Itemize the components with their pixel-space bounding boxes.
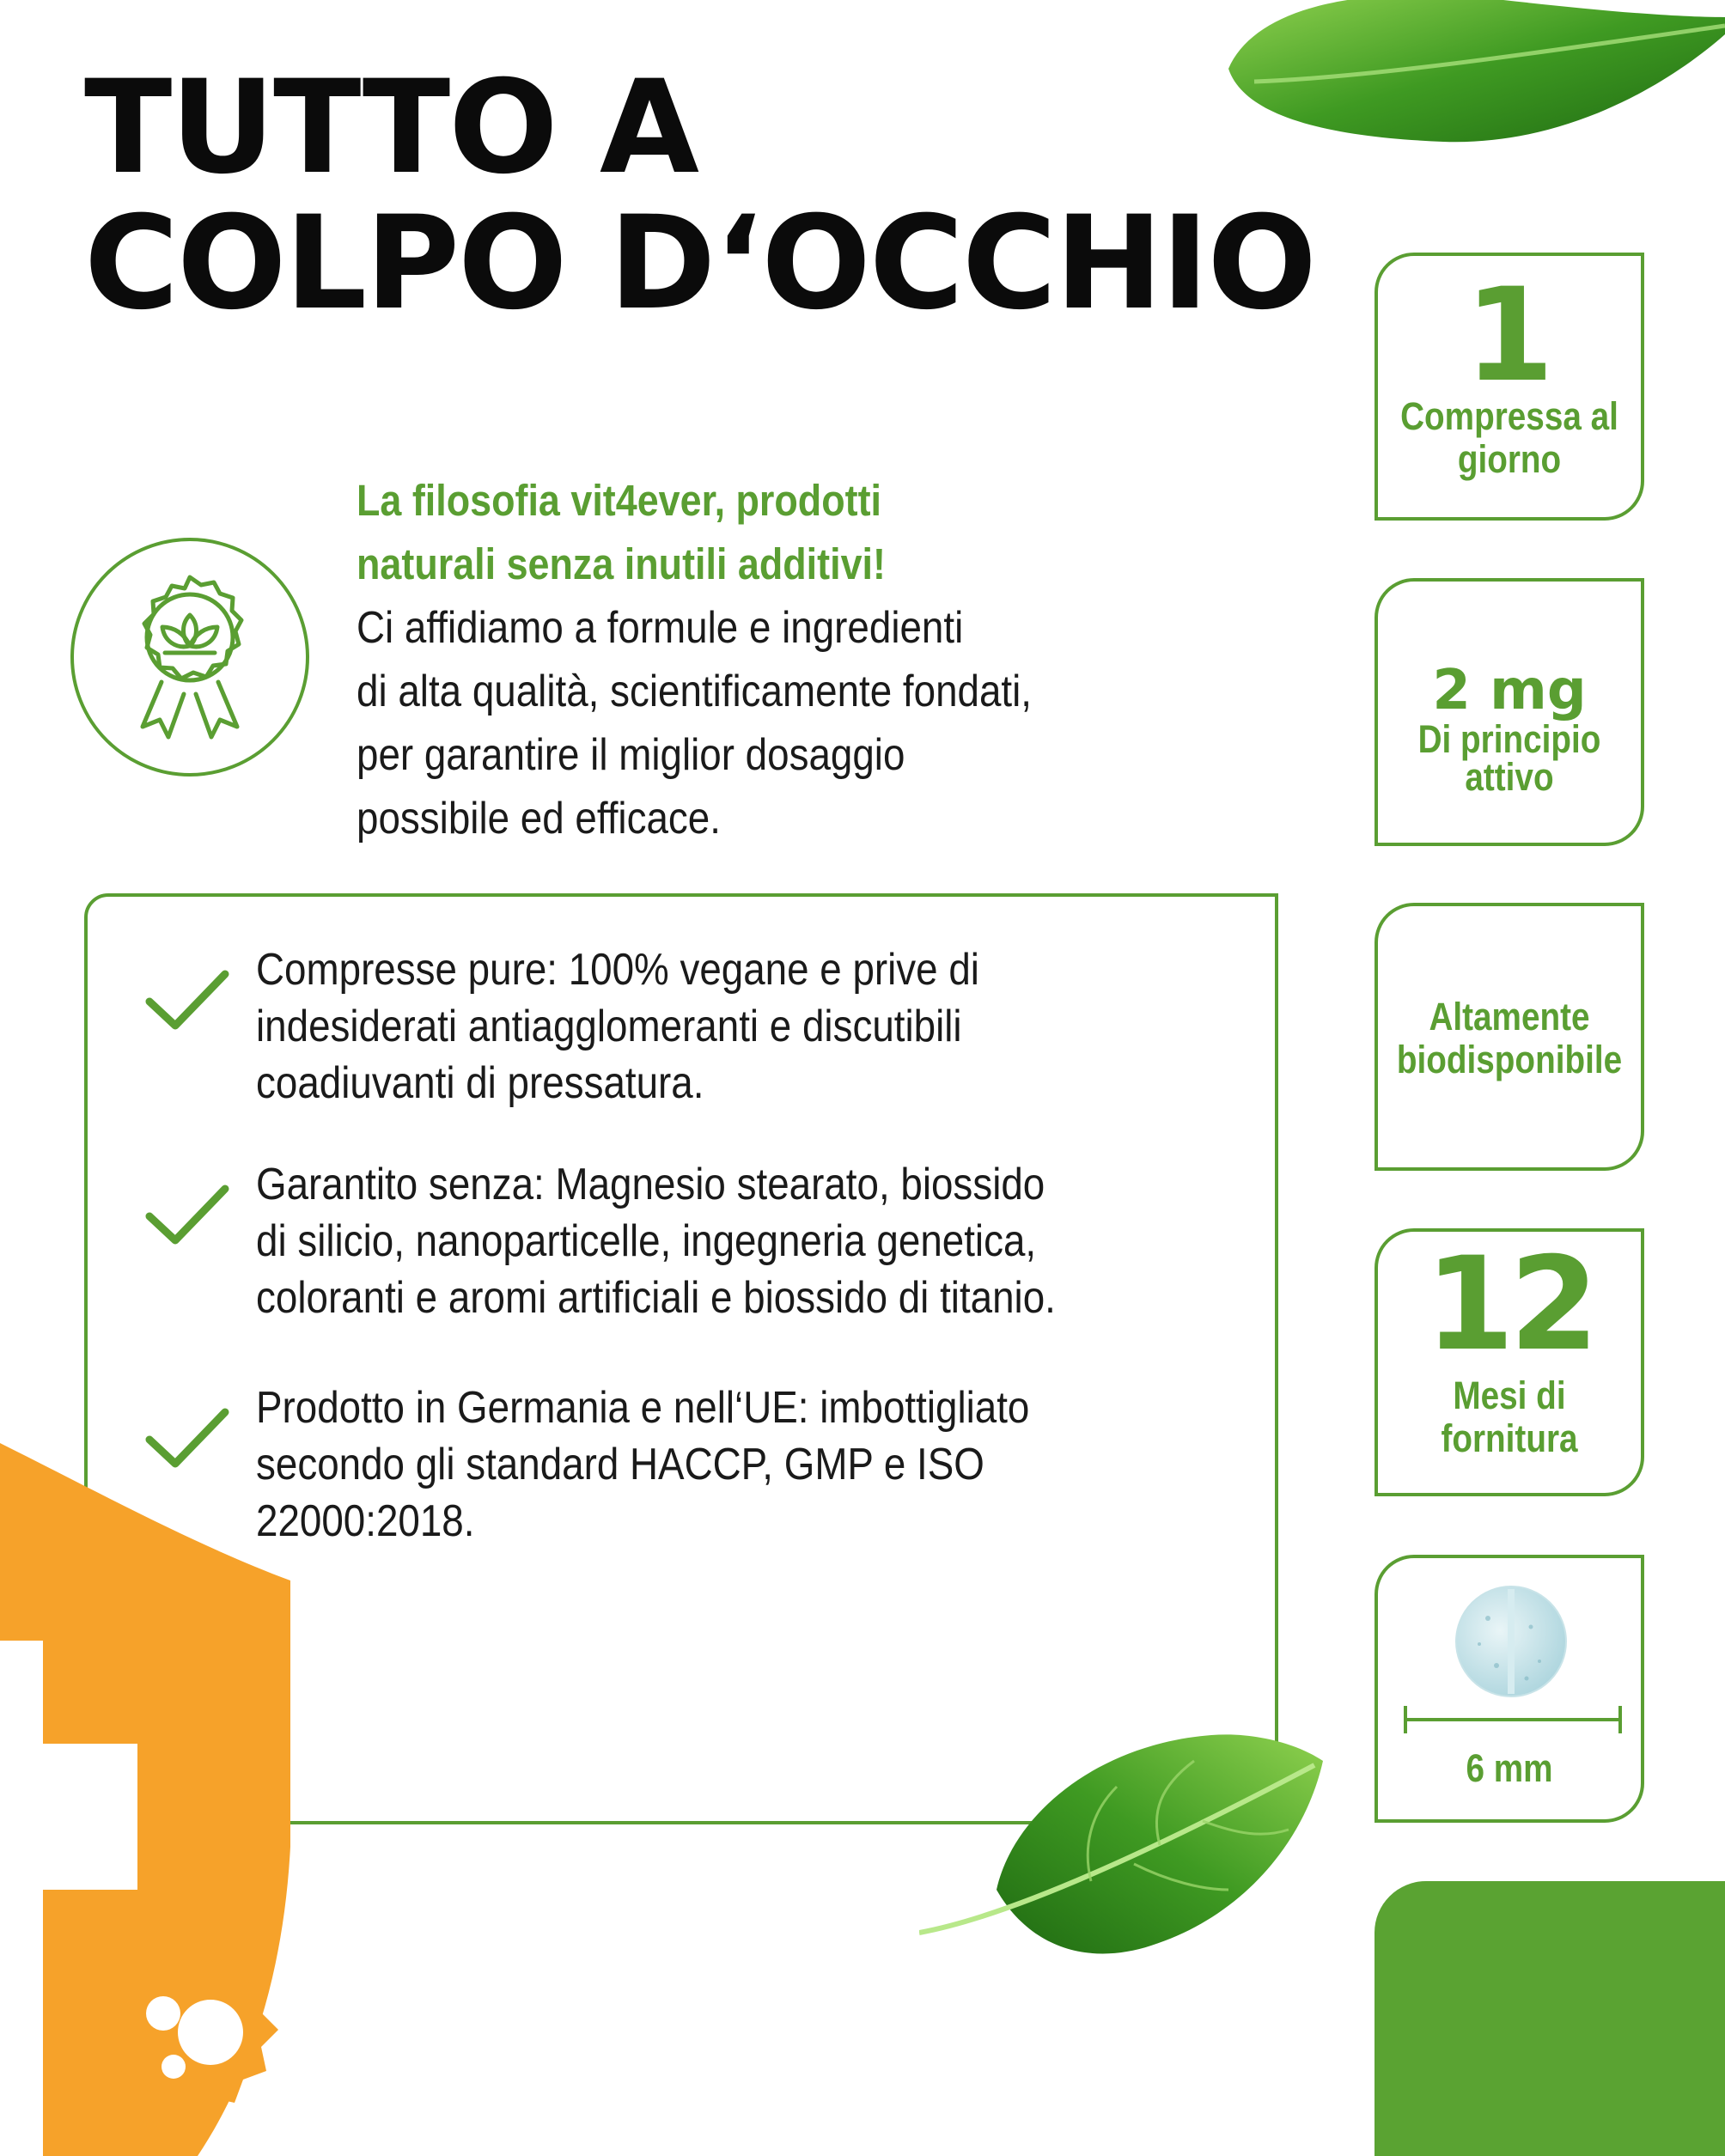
stat-label — [1378, 395, 1641, 481]
intro-body-line: Ci affidiamo a formule e ingredienti — [357, 603, 964, 653]
feature-line: 22000:2018. — [256, 1496, 475, 1546]
page-title-line-2: COLPO D‘OCCHIO — [84, 189, 1315, 338]
stat-label — [1378, 717, 1641, 799]
feature-line: di silicio, nanoparticelle, ingegneria genetica, — [256, 1216, 1037, 1266]
feature-line: Compresse pure: 100% vegane e prive di — [256, 945, 979, 995]
gear-icon — [86, 1938, 301, 2153]
intro-highlight-line: naturali senza inutili additivi! — [357, 539, 886, 588]
stat-label-line: Mesi di — [1453, 1373, 1566, 1417]
stat-card-supply — [1375, 1228, 1644, 1496]
stat-label — [1378, 1374, 1641, 1460]
intro-body-line: di alta qualità, scientificamente fondati, — [357, 667, 1033, 716]
stat-label-line: fornitura — [1441, 1416, 1578, 1460]
feature-line: Prodotto in Germania e nell‘UE: imbottigliato — [256, 1383, 1030, 1433]
page-title-line-1: TUTTO A — [84, 53, 698, 203]
intro-body-line: possibile ed efficace. — [357, 794, 721, 844]
check-icon — [144, 965, 230, 1034]
stat-card-daily-tablet — [1375, 253, 1644, 521]
decorative-green-panel — [1375, 1881, 1725, 2156]
stat-label-line: biodisponibile — [1396, 1038, 1623, 1081]
check-icon — [144, 1180, 230, 1249]
feature-text — [256, 941, 1269, 1111]
feature-line: Garantito senza: Magnesio stearato, biossido — [256, 1160, 1045, 1209]
feature-line: coadiuvanti di pressatura. — [256, 1058, 704, 1108]
intro-section — [357, 469, 1207, 850]
stat-value — [1378, 1747, 1641, 1790]
dimension-line-icon — [1404, 1702, 1622, 1737]
stat-value: 2 mg — [1432, 659, 1587, 722]
page-title — [84, 53, 1315, 338]
stat-card-tablet-size — [1375, 1555, 1644, 1823]
feature-text — [256, 1379, 1269, 1550]
leaf-icon — [919, 1718, 1323, 1967]
feature-line: secondo gli standard HACCP, GMP e ISO — [256, 1440, 984, 1489]
stat-label-line: Di principio — [1417, 717, 1601, 761]
intro-body-line: per garantire il miglior dosaggio — [357, 730, 905, 780]
stat-label-line: Altamente — [1429, 995, 1590, 1038]
stat-label — [1378, 996, 1641, 1081]
award-badge-icon — [69, 536, 311, 778]
stat-value: 12 — [1424, 1230, 1594, 1379]
stat-label-line: Compressa al — [1400, 394, 1618, 438]
stat-label-line: attivo — [1465, 755, 1554, 799]
tablet-icon — [1454, 1584, 1569, 1699]
stat-card-active-ingredient — [1375, 578, 1644, 846]
feature-line: indesiderati antiagglomeranti e discutibili — [256, 1002, 962, 1051]
feature-text — [256, 1156, 1269, 1326]
stat-card-bioavailable — [1375, 903, 1644, 1171]
intro-body — [357, 596, 1204, 850]
stat-value-text: 6 mm — [1466, 1746, 1553, 1790]
stat-label-line: giorno — [1457, 437, 1562, 481]
intro-highlight-line: La filosofia vit4ever, prodotti — [357, 476, 881, 525]
intro-highlight — [357, 469, 1204, 596]
stat-value: 1 — [1464, 261, 1555, 411]
feature-line: coloranti e aromi artificiali e biossido di titanio. — [256, 1273, 1056, 1323]
